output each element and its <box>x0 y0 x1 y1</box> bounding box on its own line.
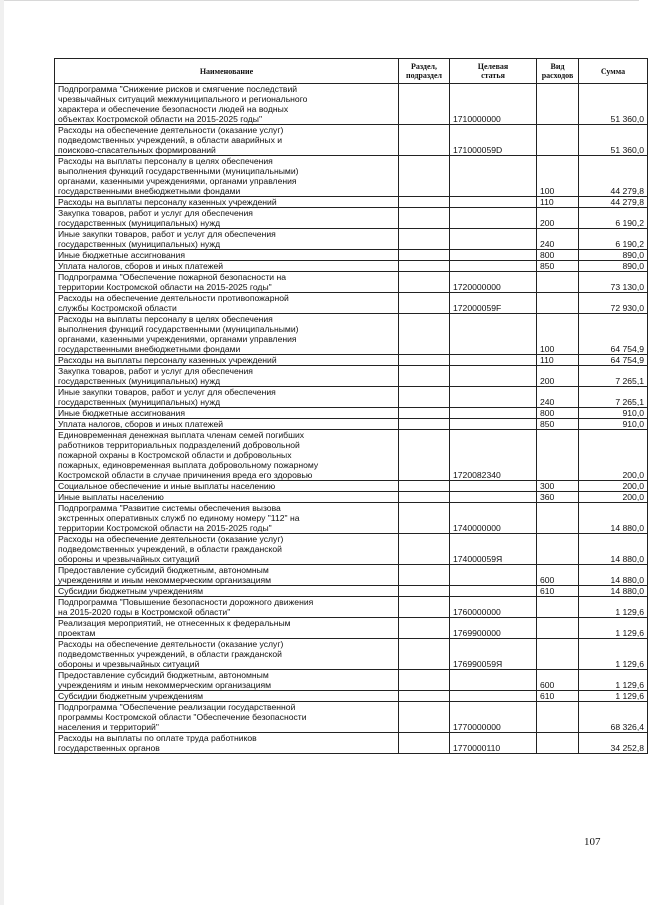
table-row <box>55 733 648 754</box>
row-code-cell: 176990059Я <box>450 639 537 670</box>
row-section-cell <box>399 229 450 250</box>
row-kind-cell <box>537 618 579 639</box>
row-code-cell <box>450 156 537 197</box>
row-code-cell <box>450 197 537 208</box>
table-row <box>55 387 648 408</box>
table-row <box>55 639 648 670</box>
row-code-cell: 1769900000 <box>450 618 537 639</box>
row-kind-cell <box>537 503 579 534</box>
table-row <box>55 586 648 597</box>
row-name-cell: Расходы на обеспечение деятельности (оказание услуг) подведомственных учреждений, в области гражданской обороны и чрезвычайных ситуаций <box>55 639 399 670</box>
row-sum-cell: 910,0 <box>579 419 648 430</box>
table-row <box>55 618 648 639</box>
row-sum-cell: 200,0 <box>579 481 648 492</box>
row-kind-cell: 110 <box>537 355 579 366</box>
row-kind-cell: 240 <box>537 387 579 408</box>
row-code-cell <box>450 261 537 272</box>
row-kind-cell: 240 <box>537 229 579 250</box>
row-sum-cell: 64 754,9 <box>579 355 648 366</box>
row-code-cell: 1720082340 <box>450 430 537 481</box>
row-kind-cell: 800 <box>537 408 579 419</box>
row-name-cell: Расходы на выплаты персоналу казенных учреждений <box>55 355 399 366</box>
row-section-cell <box>399 481 450 492</box>
row-code-cell: 172000059F <box>450 293 537 314</box>
row-name-cell: Субсидии бюджетным учреждениям <box>55 691 399 702</box>
row-kind-cell <box>537 639 579 670</box>
table-row <box>55 691 648 702</box>
table-row <box>55 261 648 272</box>
row-sum-cell: 7 265,1 <box>579 387 648 408</box>
table-row <box>55 702 648 733</box>
table-row <box>55 565 648 586</box>
row-sum-cell: 64 754,9 <box>579 314 648 355</box>
scan-margin-shadow <box>0 0 4 905</box>
row-kind-cell: 610 <box>537 586 579 597</box>
row-kind-cell: 850 <box>537 261 579 272</box>
row-section-cell <box>399 208 450 229</box>
row-sum-cell: 7 265,1 <box>579 366 648 387</box>
row-section-cell <box>399 618 450 639</box>
table-row <box>55 481 648 492</box>
row-kind-cell: 200 <box>537 208 579 229</box>
row-kind-cell <box>537 84 579 125</box>
row-section-cell <box>399 733 450 754</box>
row-sum-cell: 1 129,6 <box>579 597 648 618</box>
row-code-cell <box>450 492 537 503</box>
row-name-cell: Расходы на обеспечение деятельности противопожарной службы Костромской области <box>55 293 399 314</box>
row-sum-cell: 890,0 <box>579 250 648 261</box>
row-code-cell: 1740000000 <box>450 503 537 534</box>
row-section-cell <box>399 156 450 197</box>
table-row <box>55 272 648 293</box>
row-section-cell <box>399 430 450 481</box>
row-code-cell <box>450 691 537 702</box>
table-row <box>55 229 648 250</box>
row-name-cell: Расходы на выплаты персоналу в целях обеспечения выполнения функций государственными (муниципальными) органами, казенными учреждениями, органами управления государственными внебюджетными фондами <box>55 314 399 355</box>
row-section-cell <box>399 691 450 702</box>
row-name-cell: Расходы на обеспечение деятельности (оказание услуг) подведомственных учреждений, в области аварийных и поисково-спасательных формирований <box>55 125 399 156</box>
row-section-cell <box>399 197 450 208</box>
row-section-cell <box>399 408 450 419</box>
table-row <box>55 419 648 430</box>
row-code-cell <box>450 408 537 419</box>
row-name-cell: Социальное обеспечение и иные выплаты населению <box>55 481 399 492</box>
header-kind: Вид расходов <box>537 59 579 84</box>
table-row <box>55 156 648 197</box>
row-sum-cell: 68 326,4 <box>579 702 648 733</box>
row-sum-cell: 14 880,0 <box>579 565 648 586</box>
row-name-cell: Единовременная денежная выплата членам семей погибших работников территориальных подразделений добровольной пожарной охраны в Костромской области и добровольных пожарных, единовременная выплата добровольному пожарному Костромской области в случае причинения вреда его здоровью <box>55 430 399 481</box>
row-name-cell: Подпрограмма "Развитие системы обеспечения вызова экстренных оперативных служб по единому номеру "112" на территории Костромской области на 2015-2025 годы" <box>55 503 399 534</box>
row-section-cell <box>399 503 450 534</box>
row-code-cell <box>450 355 537 366</box>
row-name-cell: Субсидии бюджетным учреждениям <box>55 586 399 597</box>
row-kind-cell <box>537 597 579 618</box>
row-code-cell: 171000059D <box>450 125 537 156</box>
row-kind-cell: 850 <box>537 419 579 430</box>
row-sum-cell: 14 880,0 <box>579 503 648 534</box>
row-name-cell: Иные закупки товаров, работ и услуг для обеспечения государственных (муниципальных) нужд <box>55 229 399 250</box>
row-code-cell <box>450 387 537 408</box>
row-sum-cell: 44 279,8 <box>579 197 648 208</box>
table-row <box>55 366 648 387</box>
row-sum-cell: 200,0 <box>579 430 648 481</box>
row-sum-cell: 1 129,6 <box>579 618 648 639</box>
row-name-cell: Расходы на обеспечение деятельности (оказание услуг) подведомственных учреждений, в области гражданской обороны и чрезвычайных ситуаций <box>55 534 399 565</box>
row-name-cell: Закупка товаров, работ и услуг для обеспечения государственных (муниципальных) нужд <box>55 208 399 229</box>
row-name-cell: Расходы на выплаты по оплате труда работников государственных органов <box>55 733 399 754</box>
table-body <box>55 84 648 754</box>
table-row <box>55 670 648 691</box>
table-row <box>55 355 648 366</box>
row-section-cell <box>399 366 450 387</box>
row-code-cell: 1720000000 <box>450 272 537 293</box>
row-section-cell <box>399 670 450 691</box>
row-section-cell <box>399 702 450 733</box>
row-sum-cell: 6 190,2 <box>579 208 648 229</box>
header-row <box>55 59 648 84</box>
row-sum-cell: 73 130,0 <box>579 272 648 293</box>
row-name-cell: Иные бюджетные ассигнования <box>55 250 399 261</box>
row-kind-cell <box>537 272 579 293</box>
row-section-cell <box>399 272 450 293</box>
row-section-cell <box>399 355 450 366</box>
row-sum-cell: 14 880,0 <box>579 534 648 565</box>
row-kind-cell: 360 <box>537 492 579 503</box>
row-name-cell: Подпрограмма "Снижение рисков и смягчение последствий чрезвычайных ситуаций межмуниципального и регионального характера и обеспечение безопасности людей на водных объектах Костромской области на 2015-2025 годы" <box>55 84 399 125</box>
row-sum-cell: 72 930,0 <box>579 293 648 314</box>
table-row <box>55 534 648 565</box>
row-code-cell <box>450 481 537 492</box>
row-name-cell: Иные выплаты населению <box>55 492 399 503</box>
row-section-cell <box>399 597 450 618</box>
row-section-cell <box>399 261 450 272</box>
row-kind-cell <box>537 430 579 481</box>
row-name-cell: Предоставление субсидий бюджетным, автономным учреждениям и иным некоммерческим организациям <box>55 565 399 586</box>
row-name-cell: Реализация мероприятий, не отнесенных к федеральным проектам <box>55 618 399 639</box>
row-section-cell <box>399 250 450 261</box>
row-section-cell <box>399 293 450 314</box>
row-kind-cell: 100 <box>537 156 579 197</box>
row-code-cell <box>450 565 537 586</box>
row-code-cell <box>450 670 537 691</box>
table-row <box>55 84 648 125</box>
row-section-cell <box>399 84 450 125</box>
row-section-cell <box>399 639 450 670</box>
table-row <box>55 430 648 481</box>
row-sum-cell: 34 252,8 <box>579 733 648 754</box>
row-sum-cell: 14 880,0 <box>579 586 648 597</box>
row-code-cell: 1760000000 <box>450 597 537 618</box>
row-kind-cell: 600 <box>537 670 579 691</box>
table-row <box>55 597 648 618</box>
row-sum-cell: 6 190,2 <box>579 229 648 250</box>
row-sum-cell: 890,0 <box>579 261 648 272</box>
row-kind-cell <box>537 293 579 314</box>
row-section-cell <box>399 387 450 408</box>
table-row <box>55 197 648 208</box>
row-kind-cell: 610 <box>537 691 579 702</box>
row-kind-cell: 100 <box>537 314 579 355</box>
row-code-cell <box>450 229 537 250</box>
row-name-cell: Подпрограмма "Обеспечение реализации государственной программы Костромской области "Обеспечение безопасности населения и территорий" <box>55 702 399 733</box>
row-kind-cell: 110 <box>537 197 579 208</box>
row-sum-cell: 200,0 <box>579 492 648 503</box>
row-name-cell: Закупка товаров, работ и услуг для обеспечения государственных (муниципальных) нужд <box>55 366 399 387</box>
table-row <box>55 492 648 503</box>
header-code: Целевая статья <box>450 59 537 84</box>
row-code-cell <box>450 250 537 261</box>
table-row <box>55 125 648 156</box>
row-sum-cell: 1 129,6 <box>579 691 648 702</box>
row-sum-cell: 51 360,0 <box>579 84 648 125</box>
row-section-cell <box>399 586 450 597</box>
row-kind-cell <box>537 125 579 156</box>
table-row <box>55 408 648 419</box>
table-row <box>55 503 648 534</box>
table-row <box>55 250 648 261</box>
row-code-cell <box>450 314 537 355</box>
row-code-cell: 1710000000 <box>450 84 537 125</box>
row-name-cell: Иные закупки товаров, работ и услуг для обеспечения государственных (муниципальных) нужд <box>55 387 399 408</box>
row-kind-cell <box>537 534 579 565</box>
row-code-cell: 174000059Я <box>450 534 537 565</box>
table-row <box>55 208 648 229</box>
row-kind-cell: 800 <box>537 250 579 261</box>
row-code-cell <box>450 366 537 387</box>
row-name-cell: Подпрограмма "Повышение безопасности дорожного движения на 2015-2020 годы в Костромской области" <box>55 597 399 618</box>
row-kind-cell <box>537 702 579 733</box>
table-header <box>55 59 648 84</box>
row-name-cell: Расходы на выплаты персоналу в целях обеспечения выполнения функций государственными (муниципальными) органами, казенными учреждениями, органами управления государственными внебюджетными фондами <box>55 156 399 197</box>
row-sum-cell: 1 129,6 <box>579 670 648 691</box>
row-sum-cell: 51 360,0 <box>579 125 648 156</box>
row-code-cell: 1770000000 <box>450 702 537 733</box>
row-name-cell: Подпрограмма "Обеспечение пожарной безопасности на территории Костромской области на 2015-2025 годы" <box>55 272 399 293</box>
header-sum: Сумма <box>579 59 648 84</box>
table-row <box>55 314 648 355</box>
row-section-cell <box>399 534 450 565</box>
header-name: Наименование <box>55 59 399 84</box>
header-section: Раздел, подраздел <box>399 59 450 84</box>
row-kind-cell: 200 <box>537 366 579 387</box>
row-section-cell <box>399 419 450 430</box>
page-number: 107 <box>584 836 601 848</box>
row-kind-cell <box>537 733 579 754</box>
row-name-cell: Иные бюджетные ассигнования <box>55 408 399 419</box>
row-section-cell <box>399 125 450 156</box>
row-section-cell <box>399 492 450 503</box>
budget-table <box>54 58 648 754</box>
row-code-cell: 1770000110 <box>450 733 537 754</box>
row-sum-cell: 1 129,6 <box>579 639 648 670</box>
row-kind-cell: 300 <box>537 481 579 492</box>
page-top-edge <box>0 0 639 1</box>
row-section-cell <box>399 565 450 586</box>
row-sum-cell: 910,0 <box>579 408 648 419</box>
row-code-cell <box>450 208 537 229</box>
row-name-cell: Расходы на выплаты персоналу казенных учреждений <box>55 197 399 208</box>
row-code-cell <box>450 586 537 597</box>
row-section-cell <box>399 314 450 355</box>
row-kind-cell: 600 <box>537 565 579 586</box>
row-name-cell: Уплата налогов, сборов и иных платежей <box>55 261 399 272</box>
row-name-cell: Предоставление субсидий бюджетным, автономным учреждениям и иным некоммерческим организациям <box>55 670 399 691</box>
row-name-cell: Уплата налогов, сборов и иных платежей <box>55 419 399 430</box>
row-sum-cell: 44 279,8 <box>579 156 648 197</box>
row-code-cell <box>450 419 537 430</box>
table-row <box>55 293 648 314</box>
